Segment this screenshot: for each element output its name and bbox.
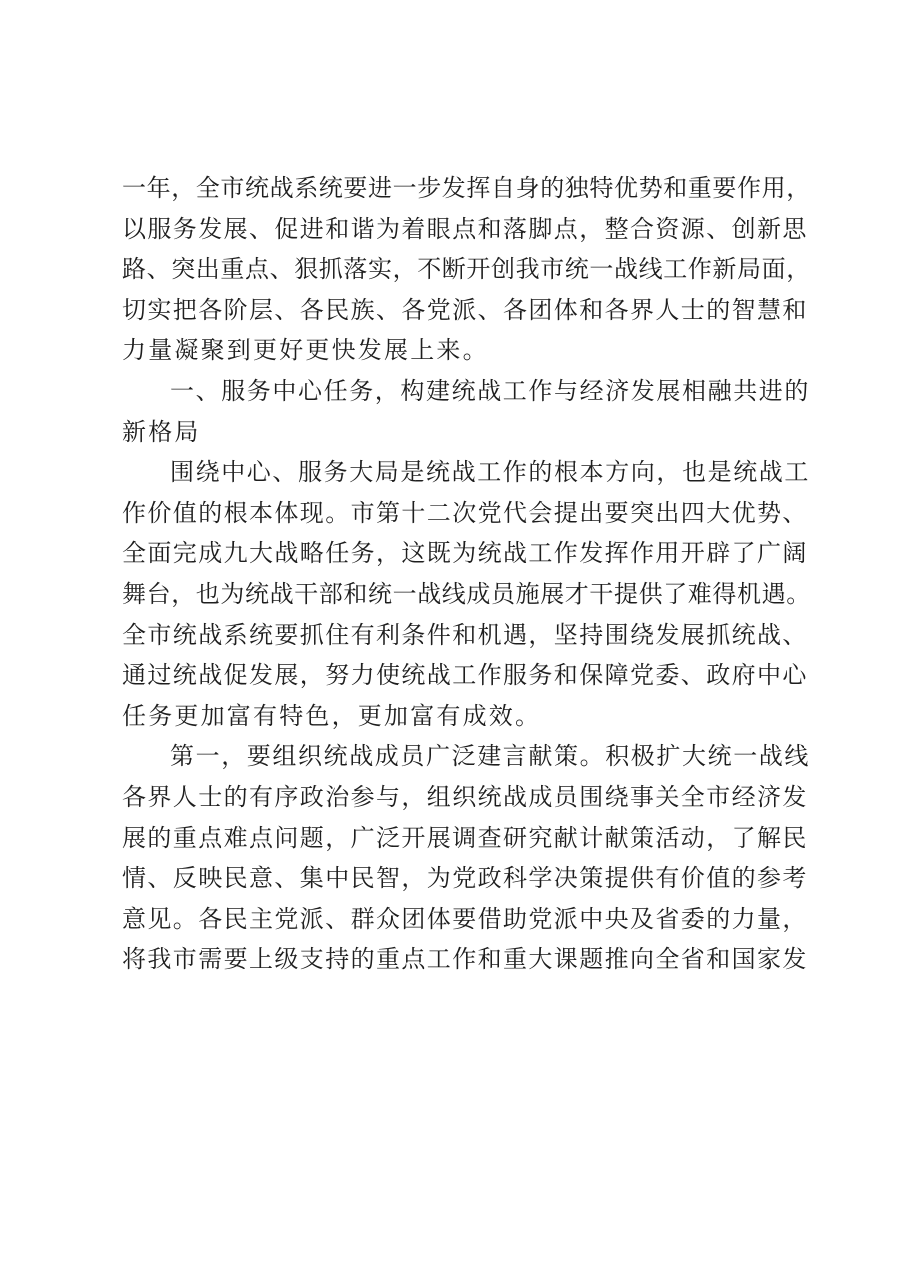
- paragraph-line: 通过统战促发展，努力使统战工作服务和保障党委、政府中心: [122, 661, 808, 690]
- paragraph-line: 力量凝聚到更好更快发展上来。: [122, 336, 489, 365]
- paragraph-line: 情、反映民意、集中民智，为党政科学决策提供有价值的参考: [122, 864, 808, 893]
- paragraph-line: 作价值的根本体现。市第十二次党代会提出要突出四大优势、: [122, 498, 808, 527]
- paragraph-line: 任务更加富有特色，更加富有成效。: [122, 701, 542, 730]
- paragraph-line: 舞台，也为统战干部和统一战线成员施展才干提供了难得机遇。: [122, 579, 811, 608]
- paragraph-line: 路、突出重点、狠抓落实，不断开创我市统一战线工作新局面，: [122, 255, 811, 284]
- paragraph-line: 意见。各民主党派、群众团体要借助党派中央及省委的力量，: [122, 904, 808, 933]
- paragraph-line: 展的重点难点问题，广泛开展调查研究献计献策活动，了解民: [122, 823, 808, 852]
- paragraph-line: 第一，要组织统战成员广泛建言献策。积极扩大统一战线: [170, 742, 810, 771]
- paragraph-line: 全面完成九大战略任务，这既为统战工作发挥作用开辟了广阔: [122, 539, 808, 568]
- paragraph-line: 将我市需要上级支持的重点工作和重大课题推向全省和国家发: [122, 945, 808, 974]
- document-body: [122, 168, 812, 980]
- paragraph-line: 围绕中心、服务大局是统战工作的根本方向，也是统战工: [170, 458, 810, 487]
- paragraph-line: 全市统战系统要抓住有利条件和机遇，坚持围绕发展抓统战、: [122, 620, 808, 649]
- paragraph-line: 以服务发展、促进和谐为着眼点和落脚点，整合资源、创新思: [122, 214, 808, 243]
- paragraph-line: 一年，全市统战系统要进一步发挥自身的独特优势和重要作用，: [122, 174, 811, 202]
- paragraph-line: 各界人士的有序政治参与，组织统战成员围绕事关全市经济发: [122, 782, 808, 811]
- section-heading-line: 一、服务中心任务，构建统战工作与经济发展相融共进的: [170, 376, 810, 405]
- paragraph-line: 切实把各阶层、各民族、各党派、各团体和各界人士的智慧和: [122, 295, 808, 324]
- section-heading-line: 新格局: [122, 417, 201, 446]
